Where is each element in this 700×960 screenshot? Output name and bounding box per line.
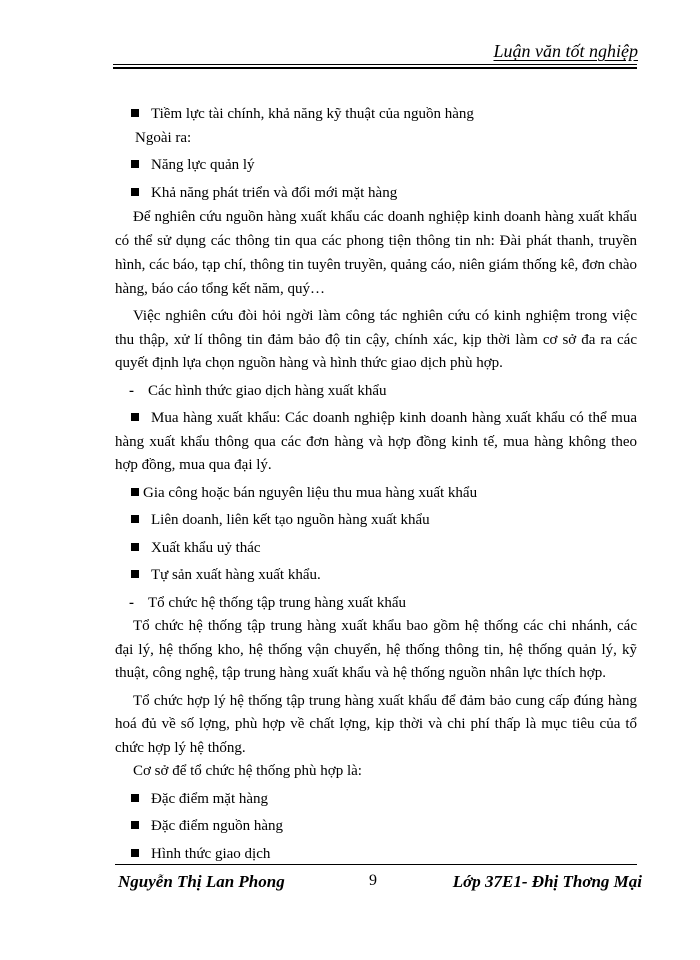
dash-bullet-icon: - <box>129 382 134 399</box>
bullet-item: Gia công hoặc bán nguyên liệu thu mua hàng xuất khẩu <box>115 482 637 506</box>
page-number: 9 <box>369 872 377 889</box>
dash-bullet-icon: - <box>129 594 134 611</box>
square-bullet-icon <box>131 188 139 196</box>
square-bullet-icon <box>131 543 139 551</box>
bullet-item: Liên doanh, liên kết tạo nguồn hàng xuất khẩu <box>115 509 637 533</box>
text-line: Ngoài ra: <box>135 129 192 146</box>
footer-rule <box>115 864 637 865</box>
paragraph: Để nghiên cứu nguồn hàng xuất khẩu các doanh nghiệp kinh doanh hàng xuất khẩu có thể sử dụng các thông tin qua các phong tiện thông tin nh: Đài phát thanh, truyền hình, các báo, tạp chí, thông tin tuyên truyền, quảng cáo, niên giám thống kê, đơn chào hàng, báo cáo tổng kết năm, quý… <box>115 209 637 297</box>
bullet-item: Đặc điểm mặt hàng <box>115 788 637 812</box>
bullet-item: Hình thức giao dịch <box>115 843 637 867</box>
dash-item: - Các hình thức giao dịch hàng xuất khẩu <box>115 380 637 404</box>
square-bullet-icon <box>131 109 139 117</box>
square-bullet-icon <box>131 849 139 857</box>
dash-item: - Tổ chức hệ thống tập trung hàng xuất khẩu <box>115 592 637 616</box>
page-body <box>115 103 637 866</box>
bullet-item: Đặc điểm nguồn hàng <box>115 815 637 839</box>
bullet-item: Khả năng phát triển và đổi mới mặt hàng <box>115 182 637 206</box>
running-header-title: Luận văn tốt nghiệp <box>493 41 638 61</box>
footer-class: Lớp 37E1- Đhị Thơng Mại <box>452 872 642 891</box>
text-line: Cơ sở để tổ chức hệ thống phù hợp là: <box>133 763 362 779</box>
paragraph: Tổ chức hợp lý hệ thống tập trung hàng xuất khẩu để đảm bảo cung cấp đúng hàng hoá đủ về số lợng, phù hợp về chất lợng, kịp thời và chi phí thấp là mục tiêu của tổ chức hợp lý hệ thống. <box>115 692 637 756</box>
paragraph: Việc nghiên cứu đòi hỏi ngời làm công tác nghiên cứu có kinh nghiệm trong việc thu thập, xử lí thông tin đảm bảo độ tin cậy, chính xác, kịp thời làm cơ sở đa ra các quyết định lựa chọn nguồn hàng và hình thức giao dịch phù hợp. <box>115 308 637 371</box>
square-bullet-icon <box>131 160 139 168</box>
bullet-item: Tự sản xuất hàng xuất khẩu. <box>115 564 637 588</box>
square-bullet-icon <box>131 794 139 802</box>
square-bullet-icon <box>131 821 139 829</box>
footer-author: Nguyễn Thị Lan Phong <box>118 872 285 891</box>
square-bullet-icon <box>131 488 139 496</box>
header-rule-thin <box>113 64 637 65</box>
bullet-item: Năng lực quản lý <box>115 154 637 178</box>
bullet-paragraph: Mua hàng xuất khẩu: Các doanh nghiệp kinh doanh hàng xuất khẩu có thể mua hàng xuất khẩu thông qua các đơn hàng và hợp đồng kinh tế, mua hàng không theo hợp đồng, mua qua đại lý. <box>115 410 637 473</box>
square-bullet-icon <box>131 570 139 578</box>
square-bullet-icon <box>131 515 139 523</box>
bullet-item: Xuất khẩu uỷ thác <box>115 537 637 561</box>
bullet-item: Tiềm lực tài chính, khả năng kỹ thuật của nguồn hàng <box>115 103 637 127</box>
square-bullet-icon <box>131 413 139 421</box>
header-rule-thick <box>113 67 637 69</box>
paragraph: Tổ chức hệ thống tập trung hàng xuất khẩu bao gồm hệ thống các chi nhánh, các đại lý, hệ thống kho, hệ thống vận chuyển, hệ thống thông tin, hệ thống quản lý, kỹ thuật, công nghệ, tập trung hàng xuất khẩu và hệ thống nguồn nhân lực thích hợp. <box>115 618 637 681</box>
